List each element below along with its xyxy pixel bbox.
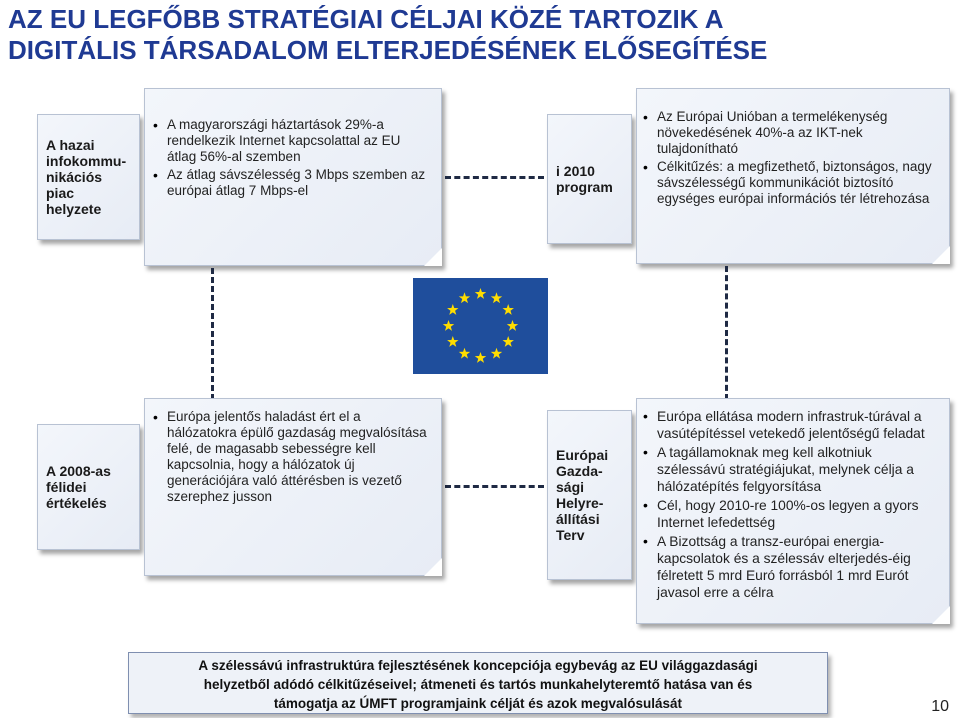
list-item: • Cél, hogy 2010-re 100%-os legyen a gyors Internet lefedettség: [639, 497, 941, 531]
conclusion-line-2: helyzetből adódó célkitűzéseivel; átmeneti és tartós munkahelyteremtő hatása van és: [203, 677, 753, 692]
conclusion-box: [128, 652, 828, 714]
flag-star: [503, 336, 514, 347]
flag-star: [447, 336, 458, 347]
flag-star: [491, 292, 502, 303]
connector-bottom: [445, 485, 544, 488]
flag-star: [447, 304, 458, 315]
list-item: • Európa ellátása modern infrastruk-túrával a vasútépítéssel vetekedő jelentőségű feladat: [639, 408, 941, 442]
flag-star: [443, 320, 454, 331]
felidei-content-box: [144, 398, 442, 576]
gazdasagi-terv-bullets: [639, 408, 941, 601]
connector-top: [445, 176, 544, 179]
list-item: • Célkitűzés: a megfizethető, biztonságos, nagy sávszélességű kommunikációt biztosító egységes európai információs tér létrehozása: [639, 159, 941, 207]
list-item: • Európa jelentős haladást ért el a hálózatokra épülő gazdaság megvalósítása felé, de magasabb sebességre kell kapcsolnia, hogy a hálózatok új generációjára való áttérésben is vezető szerephez jusson: [149, 409, 431, 505]
title-line-2: DIGITÁLIS TÁRSADALOM ELTERJEDÉSÉNEK ELŐSEGÍTÉSE: [8, 35, 768, 65]
i2010-label-box: [547, 114, 632, 244]
gazdasagi-terv-content-box: [636, 398, 950, 624]
flag-star: [491, 348, 502, 359]
list-item: • A tagállamoknak meg kell alkotniuk szélessávú stratégiájukat, melynek célja a hálózatépítés felgyorsítása: [639, 444, 941, 495]
i2010-bullets: [639, 109, 941, 207]
conclusion-line-1: A szélessávú infrastruktúra fejlesztésének koncepciója egybevág az EU világgazdasági: [198, 658, 758, 673]
page-title: [8, 4, 948, 66]
connector-left-vertical: [211, 268, 214, 400]
hazai-piac-content-box: [144, 88, 442, 266]
list-item: • A magyarországi háztartások 29%-a rendelkezik Internet kapcsolattal az EU átlag 56%-al szemben: [149, 117, 431, 165]
list-item: • Az Európai Unióban a termelékenység növekedésének 40%-a az IKT-nek tulajdonítható: [639, 109, 941, 157]
conclusion-line-3: támogatja az ÚMFT programjaink célját és azok megvalósulását: [273, 696, 683, 711]
flag-star: [475, 352, 486, 363]
list-item: • A Bizottság a transz-európai energia-kapcsolatok és a szélessáv elterjedés-éig félretett 5 mrd Euró forrásból 1 mrd Eurót javasol erre a célra: [639, 533, 941, 601]
page-number: 10: [931, 698, 949, 715]
flag-star: [503, 304, 514, 315]
title-line-1: AZ EU LEGFŐBB STRATÉGIAI CÉLJAI KÖZÉ TARTOZIK A: [8, 4, 724, 34]
eu-flag-stars: [413, 278, 548, 374]
hazai-piac-label: A hazai infokommu- nikációs piac helyzete: [46, 137, 127, 217]
flag-star: [459, 292, 470, 303]
felidei-bullets: [149, 409, 431, 505]
flag-star: [459, 348, 470, 359]
i2010-label: i 2010 program: [556, 163, 613, 195]
felidei-label-box: [37, 424, 140, 550]
flag-star: [507, 320, 518, 331]
hazai-piac-bullets: [149, 117, 431, 199]
gazdasagi-terv-label-box: [547, 410, 632, 580]
list-item: • Az átlag sávszélesség 3 Mbps szemben az európai átlag 7 Mbps-el: [149, 167, 431, 199]
connector-right-vertical: [725, 266, 728, 400]
hazai-piac-label-box: [37, 114, 140, 240]
felidei-label: A 2008-as félidei értékelés: [46, 463, 111, 511]
gazdasagi-terv-label: Európai Gazda- sági Helyre- állítási Terv: [556, 447, 609, 543]
i2010-content-box: [636, 88, 950, 264]
eu-flag-icon: [413, 278, 548, 374]
flag-star: [475, 288, 486, 299]
